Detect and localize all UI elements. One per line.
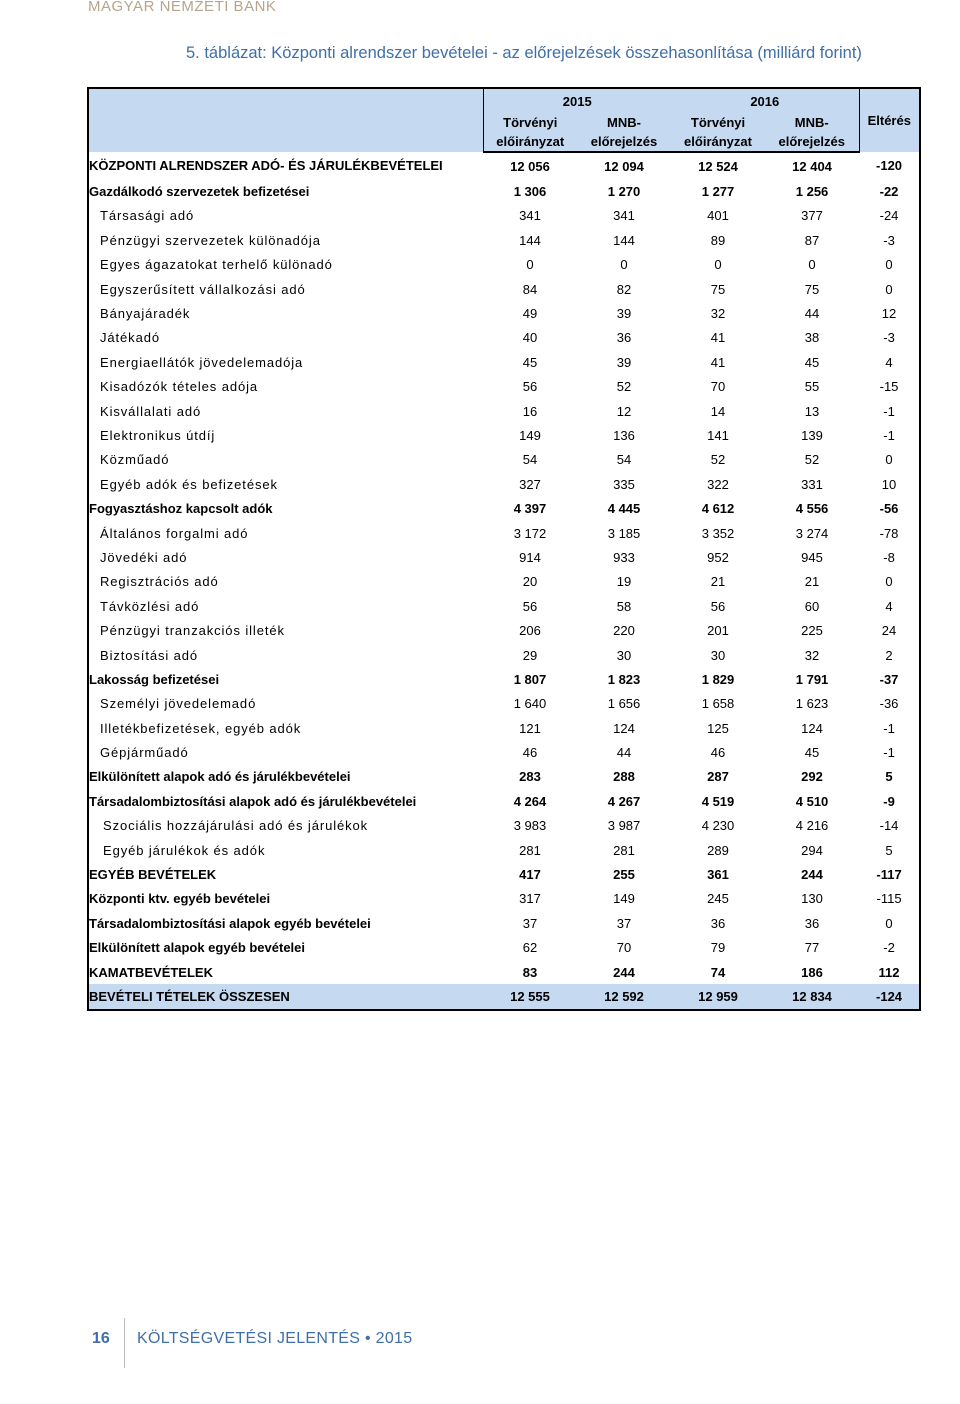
difference-cell: 2 — [859, 643, 920, 667]
value-cell: 14 — [710, 403, 726, 419]
value-cell: 60 — [804, 598, 820, 614]
value-cell: 144 — [519, 232, 541, 248]
value-cell: 21 — [710, 574, 726, 590]
table-row — [88, 448, 920, 472]
value-cell: 244 — [613, 964, 635, 980]
table-row — [88, 716, 920, 740]
difference-cell: -3 — [859, 228, 920, 252]
value-cell: 136 — [613, 427, 635, 443]
row-label: Kisadózók tételes adója — [88, 375, 483, 399]
difference-cell: -15 — [859, 375, 920, 399]
value-cell: 44 — [804, 306, 820, 322]
value-cell: 3 185 — [607, 525, 641, 541]
value-cell: 1 807 — [513, 671, 547, 687]
table-row — [88, 789, 920, 813]
value-cell: 125 — [707, 720, 729, 736]
table-row — [88, 521, 920, 545]
value-cell: 4 397 — [513, 501, 547, 517]
value-cell: 75 — [710, 281, 726, 297]
value-cell: 46 — [522, 745, 538, 761]
table-row — [88, 936, 920, 960]
table-row — [88, 301, 920, 325]
row-label: Egyéb adók és befizetések — [88, 472, 483, 496]
row-label: Közműadó — [88, 448, 483, 472]
difference-cell: -56 — [859, 496, 920, 520]
value-cell: 1 829 — [701, 671, 735, 687]
value-cell: 37 — [616, 915, 632, 931]
value-cell: 46 — [710, 745, 726, 761]
value-cell: 56 — [710, 598, 726, 614]
table-row — [88, 277, 920, 301]
difference-cell: -37 — [859, 667, 920, 691]
value-cell: 206 — [519, 623, 541, 639]
value-cell: 144 — [613, 232, 635, 248]
value-cell: 4 510 — [795, 793, 829, 809]
value-cell: 0 — [714, 257, 722, 273]
value-cell: 29 — [522, 647, 538, 663]
row-label: Jövedéki adó — [88, 545, 483, 569]
row-label: Társadalombiztosítási alapok egyéb bevételei — [88, 911, 483, 935]
difference-cell: -124 — [859, 984, 920, 1009]
value-cell: 287 — [707, 769, 729, 785]
value-cell: 45 — [522, 354, 538, 370]
value-cell: 149 — [613, 891, 635, 907]
value-cell: 77 — [804, 940, 820, 956]
value-cell: 79 — [710, 940, 726, 956]
difference-cell: 4 — [859, 350, 920, 374]
table-row — [88, 375, 920, 399]
value-cell: 186 — [801, 964, 823, 980]
row-label: Biztosítási adó — [88, 643, 483, 667]
value-cell: 281 — [613, 842, 635, 858]
value-cell: 361 — [707, 867, 729, 883]
value-cell: 1 277 — [701, 184, 735, 200]
table-row — [88, 643, 920, 667]
row-label: Pénzügyi szervezetek különadója — [88, 228, 483, 252]
year-header-2016: 2016 — [671, 88, 859, 113]
value-cell: 124 — [801, 720, 823, 736]
table-row — [88, 326, 920, 350]
value-cell: 292 — [801, 769, 823, 785]
value-cell: 87 — [804, 232, 820, 248]
row-label: Általános forgalmi adó — [88, 521, 483, 545]
row-label: Társasági adó — [88, 204, 483, 228]
value-cell: 4 519 — [701, 793, 735, 809]
value-cell: 36 — [710, 915, 726, 931]
header-label-cell — [88, 88, 483, 152]
year-header-2015: 2015 — [483, 88, 671, 113]
difference-cell: 0 — [859, 277, 920, 301]
difference-cell: 24 — [859, 618, 920, 642]
value-cell: 4 264 — [513, 793, 547, 809]
value-cell: 32 — [710, 306, 726, 322]
value-cell: 74 — [710, 964, 726, 980]
table-row — [88, 692, 920, 716]
value-cell: 121 — [519, 720, 541, 736]
value-cell: 12 555 — [483, 984, 577, 1009]
value-cell: 12 959 — [671, 984, 765, 1009]
value-cell: 283 — [519, 769, 541, 785]
value-cell: 49 — [522, 306, 538, 322]
table-row — [88, 838, 920, 862]
table-row — [88, 887, 920, 911]
value-cell: 37 — [522, 915, 538, 931]
table-row — [88, 594, 920, 618]
value-cell: 1 306 — [513, 184, 547, 200]
value-cell: 1 791 — [795, 671, 829, 687]
value-cell: 1 658 — [701, 696, 735, 712]
difference-cell: 4 — [859, 594, 920, 618]
row-label: Központi ktv. egyéb bevételei — [88, 887, 483, 911]
difference-cell: -1 — [859, 716, 920, 740]
page-number: 16 — [92, 1330, 110, 1347]
table-row — [88, 740, 920, 764]
difference-cell: 5 — [859, 765, 920, 789]
value-cell: 12 — [616, 403, 632, 419]
revenue-table — [87, 87, 921, 1011]
value-cell: 12 404 — [792, 158, 832, 174]
value-cell: 54 — [616, 452, 632, 468]
value-cell: 38 — [804, 330, 820, 346]
row-label: KÖZPONTI ALRENDSZER ADÓ- ÉS JÁRULÉKBEVÉTELEI — [88, 152, 483, 179]
value-cell: 4 216 — [795, 818, 829, 834]
value-cell: 1 270 — [607, 184, 641, 200]
header-year-row — [88, 88, 920, 113]
value-cell: 417 — [519, 867, 541, 883]
difference-cell: -1 — [859, 740, 920, 764]
value-cell: 56 — [522, 379, 538, 395]
value-cell: 331 — [801, 476, 823, 492]
table-row — [88, 984, 920, 1009]
value-cell: 322 — [707, 476, 729, 492]
value-cell: 16 — [522, 403, 538, 419]
difference-cell: -115 — [859, 887, 920, 911]
row-label: EGYÉB BEVÉTELEK — [88, 862, 483, 886]
value-cell: 45 — [804, 354, 820, 370]
value-cell: 12 056 — [510, 158, 550, 174]
value-cell: 335 — [613, 476, 635, 492]
value-cell: 56 — [522, 598, 538, 614]
value-cell: 401 — [707, 208, 729, 224]
value-cell: 1 640 — [513, 696, 547, 712]
difference-cell: 112 — [859, 960, 920, 984]
value-cell: 39 — [616, 306, 632, 322]
row-label: Játékadó — [88, 326, 483, 350]
value-cell: 245 — [707, 891, 729, 907]
value-cell: 89 — [710, 232, 726, 248]
difference-cell: 10 — [859, 472, 920, 496]
value-cell: 244 — [801, 867, 823, 883]
difference-cell: -78 — [859, 521, 920, 545]
value-cell: 149 — [519, 427, 541, 443]
difference-cell: 0 — [859, 570, 920, 594]
table-row — [88, 570, 920, 594]
footer-title: KÖLTSÉGVETÉSI JELENTÉS • 2015 — [137, 1330, 413, 1347]
row-label: Egyes ágazatokat terhelő különadó — [88, 253, 483, 277]
value-cell: 327 — [519, 476, 541, 492]
value-cell: 41 — [710, 330, 726, 346]
row-label: Gazdálkodó szervezetek befizetései — [88, 179, 483, 203]
value-cell: 4 267 — [607, 793, 641, 809]
table-row — [88, 545, 920, 569]
value-cell: 19 — [616, 574, 632, 590]
table-row — [88, 152, 920, 179]
value-cell: 914 — [519, 549, 541, 565]
table-row — [88, 667, 920, 691]
table-row — [88, 399, 920, 423]
value-cell: 0 — [620, 257, 628, 273]
row-label: KAMATBEVÉTELEK — [88, 960, 483, 984]
difference-cell: 0 — [859, 253, 920, 277]
row-label: Pénzügyi tranzakciós illeték — [88, 618, 483, 642]
value-cell: 220 — [613, 623, 635, 639]
column-header-2016-budget: Törvényi előirányzat — [671, 113, 765, 152]
row-label: Fogyasztáshoz kapcsolt adók — [88, 496, 483, 520]
table-row — [88, 765, 920, 789]
difference-cell: -1 — [859, 423, 920, 447]
table-row — [88, 862, 920, 886]
value-cell: 201 — [707, 623, 729, 639]
value-cell: 52 — [616, 379, 632, 395]
value-cell: 0 — [808, 257, 816, 273]
value-cell: 1 656 — [607, 696, 641, 712]
row-label: Energiaellátók jövedelemadója — [88, 350, 483, 374]
value-cell: 36 — [804, 915, 820, 931]
value-cell: 225 — [801, 623, 823, 639]
value-cell: 281 — [519, 842, 541, 858]
difference-cell: 5 — [859, 838, 920, 862]
row-label: Távközlési adó — [88, 594, 483, 618]
value-cell: 12 834 — [765, 984, 859, 1009]
value-cell: 52 — [710, 452, 726, 468]
value-cell: 0 — [526, 257, 534, 273]
value-cell: 3 172 — [513, 525, 547, 541]
table-row — [88, 472, 920, 496]
row-label: Kisvállalati adó — [88, 399, 483, 423]
difference-cell: -8 — [859, 545, 920, 569]
difference-cell: 12 — [859, 301, 920, 325]
table-row — [88, 204, 920, 228]
value-cell: 20 — [522, 574, 538, 590]
value-cell: 12 094 — [604, 158, 644, 174]
value-cell: 84 — [522, 281, 538, 297]
table-title: 5. táblázat: Központi alrendszer bevételei - az előrejelzések összehasonlítása (milliárd forint) — [186, 44, 862, 62]
difference-cell: 0 — [859, 448, 920, 472]
table-body — [88, 152, 920, 1009]
value-cell: 1 256 — [795, 184, 829, 200]
value-cell: 30 — [710, 647, 726, 663]
row-label: Illetékbefizetések, egyéb adók — [88, 716, 483, 740]
value-cell: 75 — [804, 281, 820, 297]
difference-cell: 0 — [859, 911, 920, 935]
row-label: Társadalombiztosítási alapok adó és járulékbevételei — [88, 789, 483, 813]
table-row — [88, 618, 920, 642]
value-cell: 952 — [707, 549, 729, 565]
value-cell: 83 — [522, 964, 538, 980]
value-cell: 139 — [801, 427, 823, 443]
value-cell: 40 — [522, 330, 538, 346]
value-cell: 44 — [616, 745, 632, 761]
table-row — [88, 253, 920, 277]
value-cell: 12 592 — [577, 984, 671, 1009]
value-cell: 36 — [616, 330, 632, 346]
value-cell: 82 — [616, 281, 632, 297]
row-label: Bányajáradék — [88, 301, 483, 325]
value-cell: 933 — [613, 549, 635, 565]
row-label: Személyi jövedelemadó — [88, 692, 483, 716]
row-label: Elkülönített alapok egyéb bevételei — [88, 936, 483, 960]
value-cell: 4 556 — [795, 501, 829, 517]
value-cell: 1 823 — [607, 671, 641, 687]
value-cell: 341 — [613, 208, 635, 224]
value-cell: 70 — [710, 379, 726, 395]
row-label: Gépjárműadó — [88, 740, 483, 764]
row-label: Elkülönített alapok adó és járulékbevételei — [88, 765, 483, 789]
table-row — [88, 496, 920, 520]
value-cell: 141 — [707, 427, 729, 443]
column-header-difference: Eltérés — [859, 88, 920, 152]
row-label: BEVÉTELI TÉTELEK ÖSSZESEN — [88, 984, 483, 1009]
value-cell: 52 — [804, 452, 820, 468]
difference-cell: -1 — [859, 399, 920, 423]
row-label: Lakosság befizetései — [88, 667, 483, 691]
difference-cell: -24 — [859, 204, 920, 228]
value-cell: 4 445 — [607, 501, 641, 517]
table-row — [88, 228, 920, 252]
value-cell: 39 — [616, 354, 632, 370]
value-cell: 3 352 — [701, 525, 735, 541]
value-cell: 4 230 — [701, 818, 735, 834]
value-cell: 45 — [804, 745, 820, 761]
value-cell: 58 — [616, 598, 632, 614]
value-cell: 294 — [801, 842, 823, 858]
column-header-2016-mnb: MNB- előrejelzés — [765, 113, 859, 152]
row-label: Egyéb járulékok és adók — [88, 838, 483, 862]
difference-cell: -117 — [859, 862, 920, 886]
row-label: Regisztrációs adó — [88, 570, 483, 594]
table-row — [88, 960, 920, 984]
value-cell: 62 — [522, 940, 538, 956]
difference-cell: -14 — [859, 814, 920, 838]
value-cell: 4 612 — [701, 501, 735, 517]
value-cell: 289 — [707, 842, 729, 858]
difference-cell: -9 — [859, 789, 920, 813]
value-cell: 70 — [616, 940, 632, 956]
value-cell: 32 — [804, 647, 820, 663]
difference-cell: -120 — [859, 152, 920, 179]
row-label: Egyszerűsített vállalkozási adó — [88, 277, 483, 301]
value-cell: 377 — [801, 208, 823, 224]
difference-cell: -2 — [859, 936, 920, 960]
difference-cell: -22 — [859, 179, 920, 203]
row-label: Szociális hozzájárulási adó és járulékok — [88, 814, 483, 838]
table-row — [88, 423, 920, 447]
value-cell: 1 623 — [795, 696, 829, 712]
difference-cell: -36 — [859, 692, 920, 716]
table-row — [88, 911, 920, 935]
value-cell: 317 — [519, 891, 541, 907]
footer-divider — [124, 1318, 125, 1368]
value-cell: 13 — [804, 403, 820, 419]
value-cell: 124 — [613, 720, 635, 736]
table-row — [88, 179, 920, 203]
value-cell: 130 — [801, 891, 823, 907]
value-cell: 945 — [801, 549, 823, 565]
value-cell: 54 — [522, 452, 538, 468]
table-row — [88, 814, 920, 838]
value-cell: 12 524 — [698, 158, 738, 174]
column-header-2015-budget: Törvényi előirányzat — [483, 113, 577, 152]
value-cell: 288 — [613, 769, 635, 785]
value-cell: 3 987 — [607, 818, 641, 834]
value-cell: 255 — [613, 867, 635, 883]
value-cell: 21 — [804, 574, 820, 590]
row-label: Elektronikus útdíj — [88, 423, 483, 447]
value-cell: 3 274 — [795, 525, 829, 541]
header-brand: MAGYAR NEMZETI BANK — [88, 0, 277, 15]
value-cell: 55 — [804, 379, 820, 395]
value-cell: 41 — [710, 354, 726, 370]
column-header-2015-mnb: MNB- előrejelzés — [577, 113, 671, 152]
value-cell: 30 — [616, 647, 632, 663]
value-cell: 3 983 — [513, 818, 547, 834]
difference-cell: -3 — [859, 326, 920, 350]
value-cell: 341 — [519, 208, 541, 224]
table-row — [88, 350, 920, 374]
